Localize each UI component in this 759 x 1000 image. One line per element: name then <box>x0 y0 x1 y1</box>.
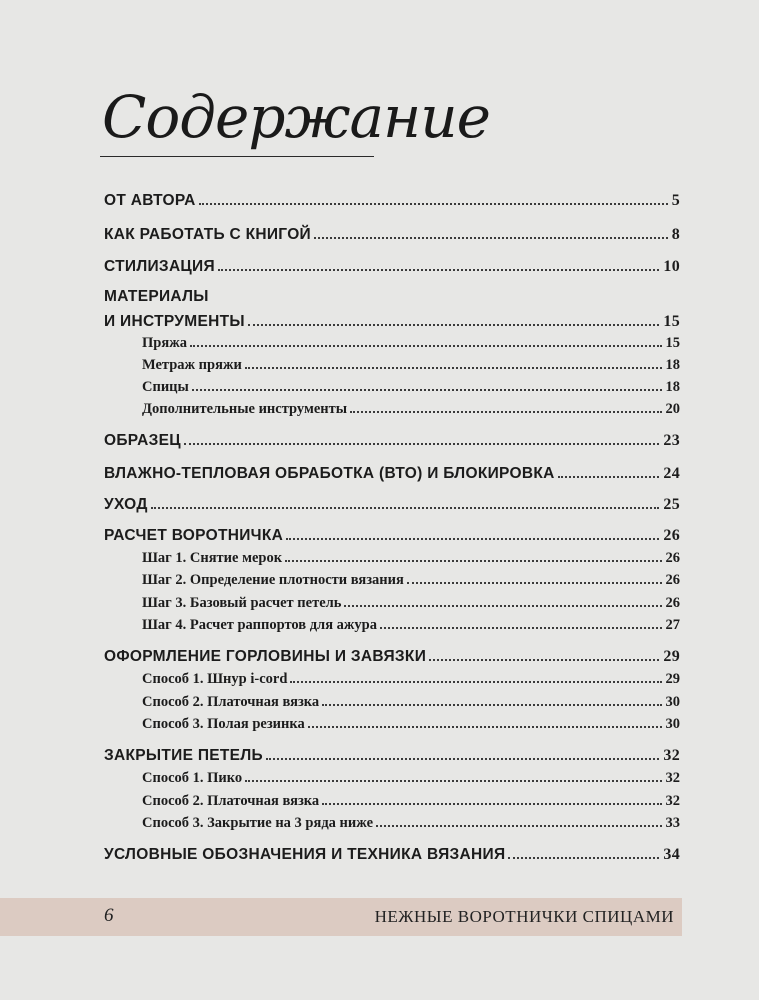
dot-leader <box>322 803 661 805</box>
toc-subentry[interactable] <box>104 595 680 612</box>
toc-subentry-label: Способ 1. Пико <box>142 770 243 786</box>
toc-entry-label: ВЛАЖНО-ТЕПЛОВАЯ ОБРАБОТКА (ВТО) И БЛОКИРОВКА <box>104 465 555 482</box>
toc-subentry[interactable] <box>104 550 680 567</box>
toc-entry-label: УСЛОВНЫЕ ОБОЗНАЧЕНИЯ И ТЕХНИКА ВЯЗАНИЯ <box>104 846 506 863</box>
page-title: Содержание <box>102 83 490 151</box>
toc-subentry-page: 26 <box>665 572 680 588</box>
toc-subentry-label: Шаг 4. Расчет раппортов для ажура <box>142 617 377 633</box>
toc-subentry-page: 30 <box>665 694 680 710</box>
toc-subentry-label: Шаг 1. Снятие мерок <box>142 550 283 566</box>
dot-leader <box>248 324 660 326</box>
dot-leader <box>245 367 662 369</box>
dot-leader <box>151 507 660 509</box>
toc-entry[interactable] <box>104 747 680 765</box>
toc-subentry[interactable] <box>104 770 680 787</box>
toc-entry-page: 29 <box>663 648 680 665</box>
toc-subentry-page: 27 <box>665 617 680 633</box>
dot-leader <box>190 345 662 347</box>
toc-subentry-label: Дополнительные инструменты <box>142 401 348 417</box>
toc-entry-label: ОТ АВТОРА <box>104 192 196 209</box>
toc-subentry-page: 26 <box>665 595 680 611</box>
toc-subentry-page: 26 <box>665 550 680 566</box>
toc-entry-label: КАК РАБОТАТЬ С КНИГОЙ <box>104 226 311 243</box>
toc-entry-label: СТИЛИЗАЦИЯ <box>104 258 215 275</box>
dot-leader <box>184 443 660 445</box>
toc-entry-label: ОФОРМЛЕНИЕ ГОРЛОВИНЫ И ЗАВЯЗКИ <box>104 648 427 665</box>
toc-entry[interactable] <box>104 432 680 450</box>
toc-subentry[interactable] <box>104 572 680 589</box>
toc-entry[interactable] <box>104 648 680 666</box>
toc-entry[interactable] <box>104 313 680 331</box>
toc-entry-page: 15 <box>663 313 680 330</box>
toc-entry-page: 32 <box>663 747 680 764</box>
dot-leader <box>407 582 662 584</box>
toc-subentry-page: 18 <box>665 379 680 395</box>
toc-entry-page: 8 <box>671 226 680 243</box>
dot-leader <box>218 269 659 271</box>
dot-leader <box>558 476 660 478</box>
toc-entry[interactable] <box>104 258 680 276</box>
toc-entry[interactable] <box>104 226 680 244</box>
toc-entry-label: РАСЧЕТ ВОРОТНИЧКА <box>104 527 284 544</box>
toc-entry-label: И ИНСТРУМЕНТЫ <box>104 313 245 330</box>
toc-subentry[interactable] <box>104 357 680 374</box>
page-number: 6 <box>104 905 114 926</box>
toc-subentry[interactable] <box>104 793 680 810</box>
title-underline <box>100 156 374 157</box>
toc-entry-label: УХОД <box>104 496 148 513</box>
toc-entry-page: 10 <box>663 258 680 275</box>
dot-leader <box>308 726 662 728</box>
toc-subentry-page: 32 <box>665 793 680 809</box>
dot-leader <box>344 605 661 607</box>
toc-subentry-label: Шаг 2. Определение плотности вязания <box>142 572 404 588</box>
toc-entry-page: 23 <box>663 432 680 449</box>
toc-entry[interactable] <box>104 496 680 514</box>
dot-leader <box>314 237 668 239</box>
toc-subentry[interactable] <box>104 694 680 711</box>
toc-subentry-label: Способ 3. Полая резинка <box>142 716 305 732</box>
dot-leader <box>199 203 668 205</box>
toc-entry[interactable] <box>104 192 680 210</box>
toc-subentry-label: Шаг 3. Базовый расчет петель <box>142 595 342 611</box>
toc-subentry[interactable] <box>104 716 680 733</box>
toc-subentry[interactable] <box>104 401 680 418</box>
toc-entry-page: 34 <box>663 846 680 863</box>
toc-subentry-label: Способ 2. Платочная вязка <box>142 793 320 809</box>
toc-subentry-page: 29 <box>665 671 680 687</box>
toc-entry-label: ОБРАЗЕЦ <box>104 432 181 449</box>
toc-subentry-label: Способ 1. Шнур i-cord <box>142 671 288 687</box>
dot-leader <box>285 560 661 562</box>
toc-subentry-label: Спицы <box>142 379 189 395</box>
toc-subentry-page: 33 <box>665 815 680 831</box>
dot-leader <box>380 627 662 629</box>
page-footer <box>0 898 682 936</box>
toc-entry-label-line1: МАТЕРИАЛЫ <box>104 288 209 305</box>
toc-subentry-label: Способ 2. Платочная вязка <box>142 694 320 710</box>
toc-entry-page: 24 <box>663 465 680 482</box>
toc-subentry[interactable] <box>104 671 680 688</box>
toc-subentry[interactable] <box>104 617 680 634</box>
toc-entry[interactable] <box>104 465 680 483</box>
toc-subentry[interactable] <box>104 379 680 396</box>
toc-subentry-page: 15 <box>665 335 680 351</box>
toc-entry[interactable] <box>104 527 680 545</box>
dot-leader <box>350 411 661 413</box>
toc-subentry-page: 30 <box>665 716 680 732</box>
toc-subentry-label: Способ 3. Закрытие на 3 ряда ниже <box>142 815 374 831</box>
dot-leader <box>322 704 661 706</box>
toc-subentry-page: 20 <box>665 401 680 417</box>
toc-subentry[interactable] <box>104 815 680 832</box>
toc-subentry[interactable] <box>104 335 680 352</box>
running-title: НЕЖНЫЕ ВОРОТНИЧКИ СПИЦАМИ <box>374 907 674 926</box>
toc-subentry-label: Метраж пряжи <box>142 357 242 373</box>
dot-leader <box>376 825 661 827</box>
toc-entry-label: ЗАКРЫТИЕ ПЕТЕЛЬ <box>104 747 263 764</box>
toc-entry-page: 25 <box>663 496 680 513</box>
toc-subentry-page: 32 <box>665 770 680 786</box>
dot-leader <box>508 857 659 859</box>
dot-leader <box>429 659 659 661</box>
toc-entry-page: 26 <box>663 527 680 544</box>
toc-entry-page: 5 <box>671 192 680 209</box>
dot-leader <box>266 758 659 760</box>
toc-subentry-label: Пряжа <box>142 335 187 351</box>
dot-leader <box>290 681 661 683</box>
toc-entry[interactable] <box>104 846 680 864</box>
dot-leader <box>245 780 661 782</box>
dot-leader <box>286 538 659 540</box>
toc-subentry-page: 18 <box>665 357 680 373</box>
dot-leader <box>192 389 662 391</box>
